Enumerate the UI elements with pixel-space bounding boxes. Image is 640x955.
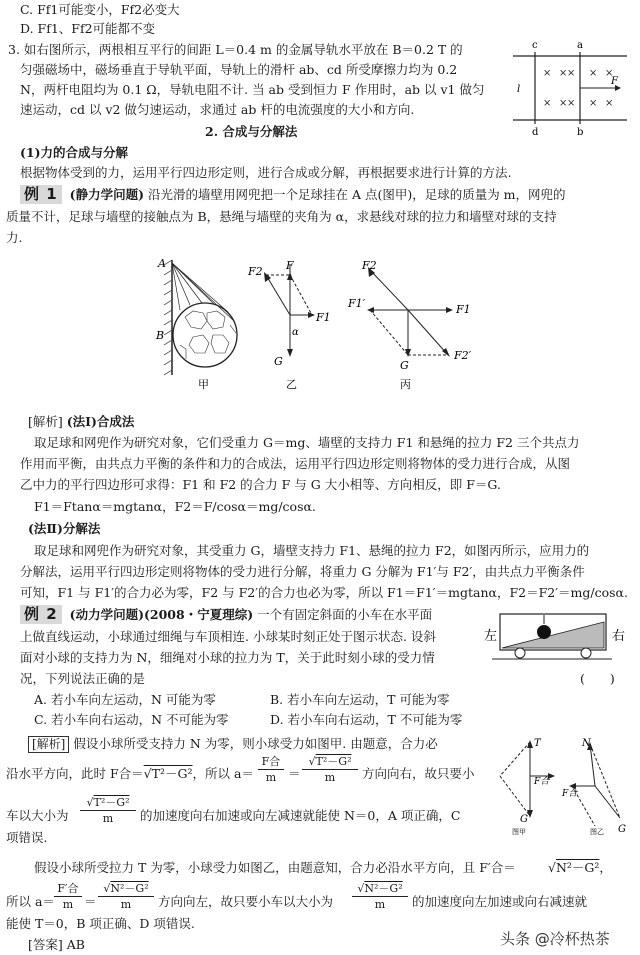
analysis2-b2b: 方向向左，故只要小车以大小为 <box>158 894 334 909</box>
frac-den-4: m <box>62 898 74 911</box>
problem3-line4: 速运动，cd 以 v2 做匀速运动，求通过 ab 杆的电流强度的大小和方向. <box>20 102 415 117</box>
analysis2-b2c: 的加速度向左加速或向右减速就 <box>412 894 588 909</box>
svg-text:×: × <box>567 98 576 109</box>
analysis2-a1: 假设小球所受支持力 N 为零，则小球受力如图甲. 由题意，合力必 <box>73 736 438 751</box>
example2-line1 <box>20 605 432 624</box>
example2-line4: 况，下列说法正确的是 <box>20 671 146 686</box>
cart-figure <box>482 612 632 662</box>
option-c: C. 若小车向右运动，N 不可能为零 <box>34 712 229 727</box>
analysis1-q1: 取足球和网兜作为研究对象，其受重力 G，墙壁支持力 F1、悬绳的拉力 F2，如图丙所示，应用力的 <box>34 543 590 558</box>
analysis2-a2a: 沿水平方向，此时 F合＝ <box>6 766 144 781</box>
frac-sqrtn-num-2: N²－G² <box>364 882 403 895</box>
svg-text:×: × <box>559 68 568 79</box>
figure-yi <box>240 255 340 395</box>
analysis1-eq1: F1＝Ftanα＝mgtanα，F2＝F/cosα＝mg/cosα. <box>34 499 316 514</box>
cap2-N: N <box>582 738 591 749</box>
bing-label-F2p: F2′ <box>454 349 472 362</box>
example1-text1: 沿光滑的墙壁用网兜把一个足球挂在 A 点(图甲)，足球的质量为 m，网兜的 <box>147 187 566 202</box>
yi-label-G: G <box>274 355 283 368</box>
frac-sqrtn-num-1: N²－G² <box>110 882 149 895</box>
bing-label-F2: F2 <box>362 259 377 272</box>
cart-right-label: 右 <box>612 629 626 644</box>
option-b: B. 若小车向左运动，T 可能为零 <box>270 692 450 707</box>
example1-line3: 力. <box>6 230 23 245</box>
example1-line2: 质量不计，足球与墙壁的接触点为 B，悬绳与墙壁的夹角为 α，求悬线对球的拉力和墙壁对球的支持 <box>6 209 557 224</box>
yi-label-alpha: α <box>292 327 299 338</box>
problem3-line3: N，两杆电阻均为 0.1 Ω，导轨电阻不计. 当 ab 受到恒力 F 作用时，ab 以 v1 做匀 <box>20 82 485 97</box>
cap1-caption: 图甲 <box>512 828 526 836</box>
frac-f-m-1 <box>258 754 284 785</box>
subsection-desc: 根据物体受到的力，运用平行四边形定则，进行合成或分解，再根据要求进行计算的方法. <box>20 165 512 180</box>
cap1-G: G <box>520 814 528 825</box>
analysis1-method2: (法Ⅱ)分解法 <box>28 521 101 536</box>
label-c: c <box>532 40 538 51</box>
sqrt-t-g-1: √T²－G² <box>143 766 193 781</box>
yi-caption: 乙 <box>286 378 297 391</box>
figure-cap2-diagram <box>561 738 626 836</box>
cart-left-label: 左 <box>484 629 498 644</box>
answer-head: [答案] <box>28 937 63 952</box>
option-d: D. 若小车向右运动，T 不可能为零 <box>270 712 463 727</box>
example1-line1 <box>20 185 566 204</box>
frac-num-fp: F′合 <box>54 881 82 897</box>
jia-caption: 甲 <box>198 378 209 391</box>
cap1-Fhe: F合 <box>534 777 550 787</box>
frac-fp-m <box>54 881 82 912</box>
analysis2-a4: 项错误. <box>6 830 48 845</box>
label-l: l <box>517 84 521 95</box>
yi-label-F2: F2 <box>248 265 263 278</box>
frac-sqrt-num-1: T²－G² <box>315 755 352 768</box>
analysis1-p3: 乙中力的平行四边形可求得：F1 和 F2 的合力 F 与 G 大小相等、方向相反，即 F＝G. <box>20 477 501 492</box>
example2-tag: 例 2 <box>20 605 62 624</box>
analysis2-line2 <box>6 764 254 783</box>
analysis2-b2a: 所以 a＝ <box>6 894 55 909</box>
option-d-prev: D. Ff1、Ff2可能都不变 <box>20 21 156 36</box>
svg-text:×: × <box>567 68 576 79</box>
example1-tag: 例 1 <box>20 185 62 204</box>
cap2-caption: 图乙 <box>590 828 604 836</box>
label-b: b <box>577 127 584 138</box>
example2-text1: 一个有固定斜面的小车在水平面 <box>257 607 433 622</box>
analysis1-p1: 取足球和网兜作为研究对象，它们受重力 G＝mg、墙壁的支持力 F1 和悬绳的拉力 F2 三个共点力 <box>34 435 580 450</box>
sqrt-n-g-inline: √N²－G²， <box>548 860 612 875</box>
problem3-line1: 3. 如右图所示，两根相互平行的间距 L＝0.4 m 的金属导轨水平放在 B＝0.2 T 的 <box>8 42 463 57</box>
yi-label-F: F <box>286 259 294 272</box>
analysis1-head: [解析] <box>28 414 63 429</box>
label-a: a <box>577 40 583 51</box>
answer-line <box>28 935 85 954</box>
bing-caption: 丙 <box>400 378 411 391</box>
subsection-title: (1)力的合成与分解 <box>20 145 129 160</box>
rail-figure <box>505 38 635 138</box>
force-figures <box>490 736 635 836</box>
frac-sqrt-m-1: √T²－G² m <box>302 754 358 785</box>
analysis1-q2: 分解法，运用平行四边形定则将物体的受力进行分解，将重力 G 分解为 F1′与 F2′，由共点力平衡条件 <box>20 564 585 579</box>
option-c-prev: C. Ff1可能变小，Ff2必变大 <box>20 2 180 17</box>
example2-type: (动力学问题)(2008・宁夏理综) <box>69 607 254 622</box>
frac-den-3: m <box>102 812 114 825</box>
frac-sqrt-n-m-2: √N²－G² m <box>352 881 408 912</box>
cap1-T: T <box>534 738 541 749</box>
option-a: A. 若小车向左运动，N 可能为零 <box>34 692 216 707</box>
svg-text:×: × <box>559 98 568 109</box>
svg-text:×: × <box>605 68 614 79</box>
svg-text:×: × <box>589 68 598 79</box>
analysis1-head-line <box>28 412 134 431</box>
example2-line3: 面对小球的支持力为 N，细绳对小球的拉力为 T，关于此时刻小球的受力情 <box>20 650 435 665</box>
svg-text:×: × <box>543 98 552 109</box>
label-F: F <box>611 76 618 87</box>
frac-sqrt-num-2: T²－G² <box>93 796 130 809</box>
section-title: 2. 合成与分解法 <box>205 124 298 139</box>
figure-jia <box>150 255 250 395</box>
frac-sqrt-n-m-1: √N²－G² m <box>98 881 154 912</box>
sqrt-t-g-1-body: T²－G² <box>151 766 193 781</box>
problem3-line2: 匀强磁场中，磁场垂直于导轨平面，导轨上的滑杆 ab、cd 所受摩擦力均为 0.2 <box>20 62 458 77</box>
analysis2-b1b: ， <box>599 860 612 875</box>
cap2-G: G <box>618 824 626 835</box>
frac-den-5: m <box>120 898 132 911</box>
analysis2-a3a: 车以大小为 <box>6 808 69 823</box>
sqrt-n-g-body: N²－G² <box>555 860 600 875</box>
analysis2-b1a: 假设小球所受拉力 T 为零，小球受力如图乙，由题意知，合力必沿水平方向，且 F′合＝ <box>34 860 516 875</box>
frac-den-1: m <box>265 771 277 784</box>
analysis1-p2: 作用而平衡，由共点力平衡的条件和力的合成法，运用平行四边形定则将物体的受力进行合成，从图 <box>20 456 571 471</box>
example1-type: (静力学问题) <box>69 187 144 202</box>
bing-label-F1: F1 <box>456 303 471 316</box>
analysis2-head: [解析] <box>28 736 69 753</box>
frac-den-6: m <box>374 898 386 911</box>
bing-label-F1p: F1′ <box>348 297 366 310</box>
svg-text:×: × <box>589 98 598 109</box>
figure-cap1-diagram <box>500 738 555 836</box>
analysis1-q3: 可知，F1 与 F1′的合力必为零，F2 与 F2′的合力也必为零，所以 F1＝F1′＝mgtanα，F2＝F2′＝mg/cosα. <box>20 585 628 600</box>
jia-label-B: B <box>156 329 165 342</box>
analysis2-a2b: ，所以 a＝ <box>192 766 254 781</box>
figure-bing <box>340 255 490 395</box>
yi-label-F1: F1 <box>316 311 331 324</box>
answer-value: AB <box>66 937 85 952</box>
frac-den-2: m <box>324 771 336 784</box>
jia-label-A: A <box>158 257 166 270</box>
analysis2-eq-sign-2: ＝ <box>84 894 97 909</box>
analysis2-a3b: 的加速度向右加速或向左减速就能使 N＝0，A 项正确，C <box>140 808 461 823</box>
svg-text:×: × <box>605 98 614 109</box>
analysis2-a2d: 方向向右，故只要小 <box>362 766 475 781</box>
analysis2-b3: 能使 T＝0，B 项正确、D 项错误. <box>6 916 195 931</box>
frac-sqrt-m-2: √T²－G² m <box>80 795 136 826</box>
analysis2-line1 <box>28 734 438 753</box>
svg-text:×: × <box>543 68 552 79</box>
watermark: 头条 @冷杯热茶 <box>500 930 610 948</box>
frac-num-1: F合 <box>258 754 284 770</box>
bing-label-G: G <box>400 359 409 372</box>
answer-parens: ( ) <box>580 671 615 686</box>
example2-line2: 上做直线运动，小球通过细绳与车顶相连. 小球某时刻正处于图示状态. 设斜 <box>20 629 436 644</box>
analysis2-eq-sign: ＝ <box>288 766 301 781</box>
cap2-Fhe: F合 <box>562 789 578 799</box>
analysis1-method1: (法Ⅰ)合成法 <box>66 414 135 429</box>
label-d: d <box>532 127 539 138</box>
